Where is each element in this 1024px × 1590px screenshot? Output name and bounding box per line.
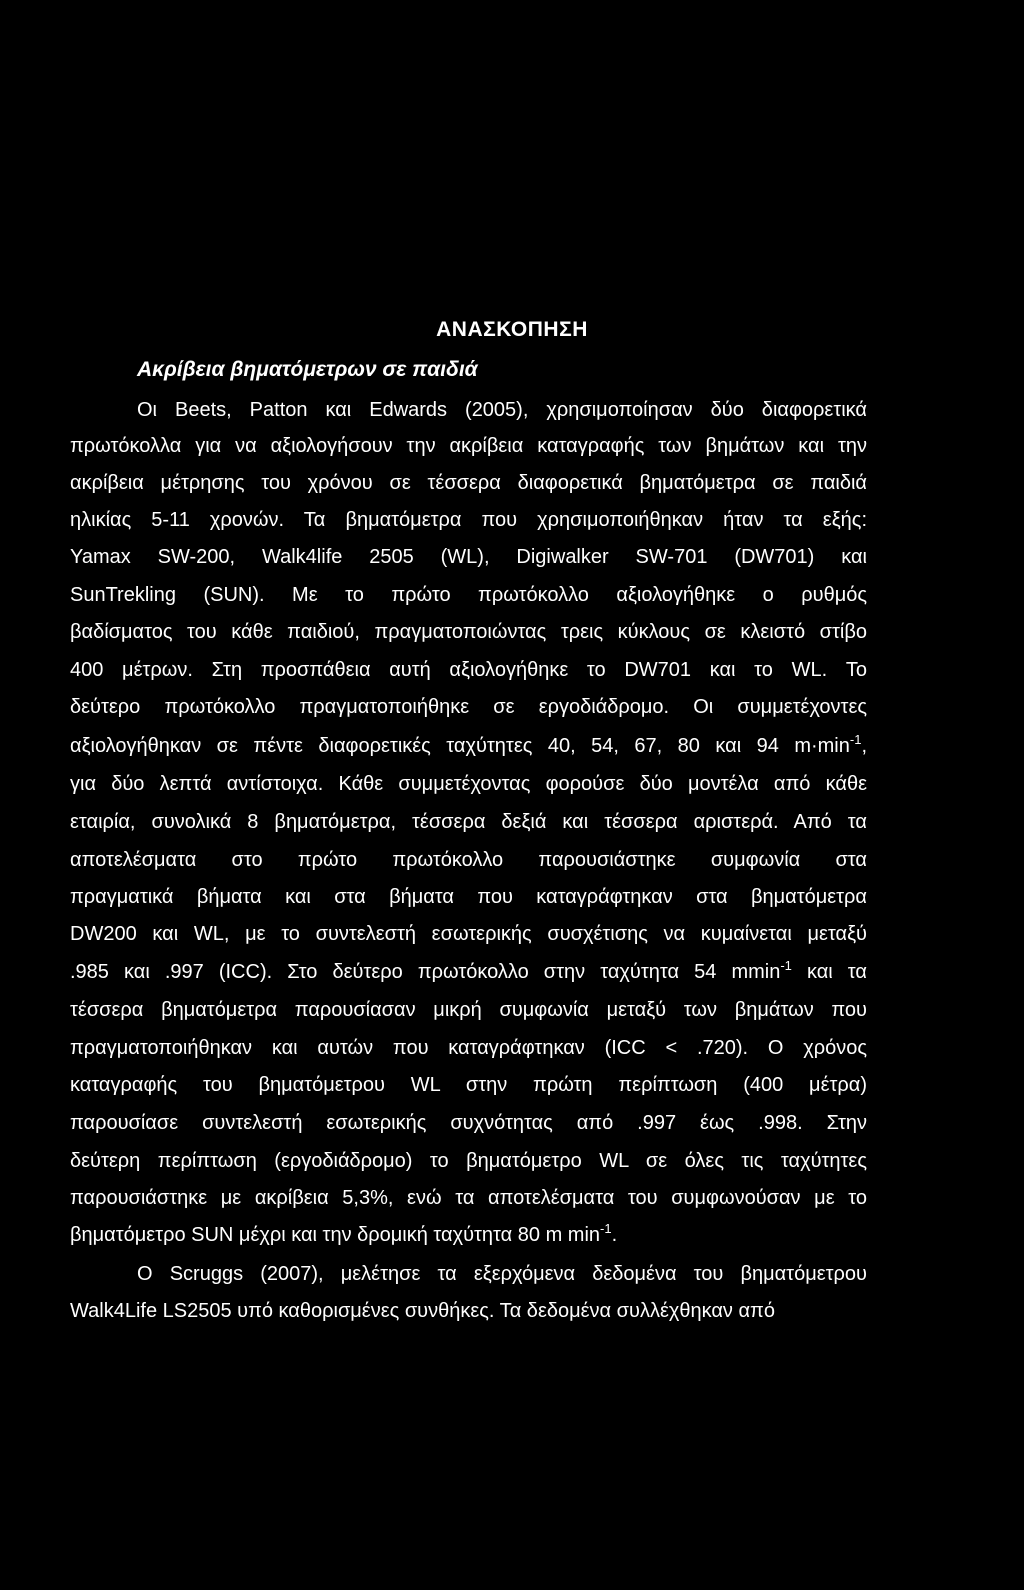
line-text: βηματόμετρο SUN μέχρι και την δρομική ταχύτητα 80 m min — [70, 1224, 601, 1246]
paragraph-line: αποτελέσματα στο πρώτο πρωτόκολλο παρουσιάστηκε συμφωνία στα — [70, 849, 867, 871]
superscript-exponent: -1 — [600, 1221, 612, 1236]
line-tail: . — [611, 1224, 618, 1246]
paragraph-line: παρουσιάστηκε με ακρίβεια 5,3%, ενώ τα αποτελέσματα του συμφωνούσαν με το — [70, 1187, 867, 1209]
superscript-exponent: -1 — [780, 958, 792, 973]
subsection-heading: Ακρίβεια βηματόμετρων σε παιδιά — [137, 358, 478, 381]
section-heading: ΑΝΑΣΚΟΠΗΣΗ — [436, 318, 588, 341]
paragraph-line: πρωτόκολλα για να αξιολογήσουν την ακρίβεια καταγραφής των βημάτων και την — [70, 435, 867, 457]
superscript-exponent: -1 — [849, 732, 862, 747]
paragraph-line: για δύο λεπτά αντίστοιχα. Κάθε συμμετέχοντας φορούσε δύο μοντέλα από κάθε — [70, 773, 867, 795]
paragraph-line: καταγραφής του βηματόμετρου WL στην πρώτη περίπτωση (400 μέτρα) — [70, 1074, 867, 1096]
paragraph-line — [70, 958, 867, 983]
paragraph-line: παρουσίασε συντελεστή εσωτερικής συχνότητας από .997 έως .998. Στην — [70, 1112, 867, 1134]
paragraph-line: Ο Scruggs (2007), μελέτησε τα εξερχόμενα δεδομένα του βηματόμετρου — [137, 1263, 867, 1285]
paragraph-line: SunTrekling (SUN). Με το πρώτο πρωτόκολλο αξιολογήθηκε ο ρυθμός — [70, 584, 867, 606]
paragraph-line: τέσσερα βηματόμετρα παρουσίασαν μικρή συμφωνία μεταξύ των βημάτων που — [70, 999, 867, 1021]
paragraph-line — [70, 732, 867, 757]
line-tail: και τα — [791, 961, 867, 983]
paragraph-line: πραγματοποιήθηκαν και αυτών που καταγράφτηκαν (ICC < .720). Ο χρόνος — [70, 1037, 867, 1059]
line-text: αξιολογήθηκαν σε πέντε διαφορετικές ταχύτητες 40, 54, 67, 80 και 94 m·min — [70, 735, 850, 757]
paragraph-line: δεύτερο πρωτόκολλο πραγματοποιήθηκε σε εργοδιάδρομο. Οι συμμετέχοντες — [70, 696, 867, 718]
paragraph-line: DW200 και WL, με το συντελεστή εσωτερικής συσχέτισης να κυμαίνεται μεταξύ — [70, 923, 867, 945]
paragraph-line: ηλικίας 5-11 χρονών. Τα βηματόμετρα που χρησιμοποιήθηκαν ήταν τα εξής: — [70, 509, 867, 531]
paragraph-line — [70, 1221, 618, 1246]
line-tail: , — [861, 735, 867, 757]
paragraph-line: Walk4Life LS2505 υπό καθορισμένες συνθήκες. Τα δεδομένα συλλέχθηκαν από — [70, 1300, 775, 1322]
line-text: .985 και .997 (ICC). Στο δεύτερο πρωτόκολλο στην ταχύτητα 54 mmin — [70, 961, 781, 983]
paragraph-line: δεύτερη περίπτωση (εργοδιάδρομο) το βηματόμετρο WL σε όλες τις ταχύτητες — [70, 1150, 867, 1172]
paragraph-line: 400 μέτρων. Στη προσπάθεια αυτή αξιολογήθηκε το DW701 και το WL. Το — [70, 659, 867, 681]
paragraph-line: Οι Beets, Patton και Edwards (2005), χρησιμοποίησαν δύο διαφορετικά — [137, 399, 867, 421]
paragraph-line: Yamax SW-200, Walk4life 2505 (WL), Digiwalker SW-701 (DW701) και — [70, 546, 867, 568]
paragraph-line: εταιρία, συνολικά 8 βηματόμετρα, τέσσερα δεξιά και τέσσερα αριστερά. Από τα — [70, 811, 867, 833]
paragraph-line: ακρίβεια μέτρησης του χρόνου σε τέσσερα διαφορετικά βηματόμετρα σε παιδιά — [70, 472, 867, 494]
paragraph-line: πραγματικά βήματα και στα βήματα που καταγράφτηκαν στα βηματόμετρα — [70, 886, 867, 908]
paragraph-line: βαδίσματος του κάθε παιδιού, πραγματοποιώντας τρεις κύκλους σε κλειστό στίβο — [70, 621, 867, 643]
